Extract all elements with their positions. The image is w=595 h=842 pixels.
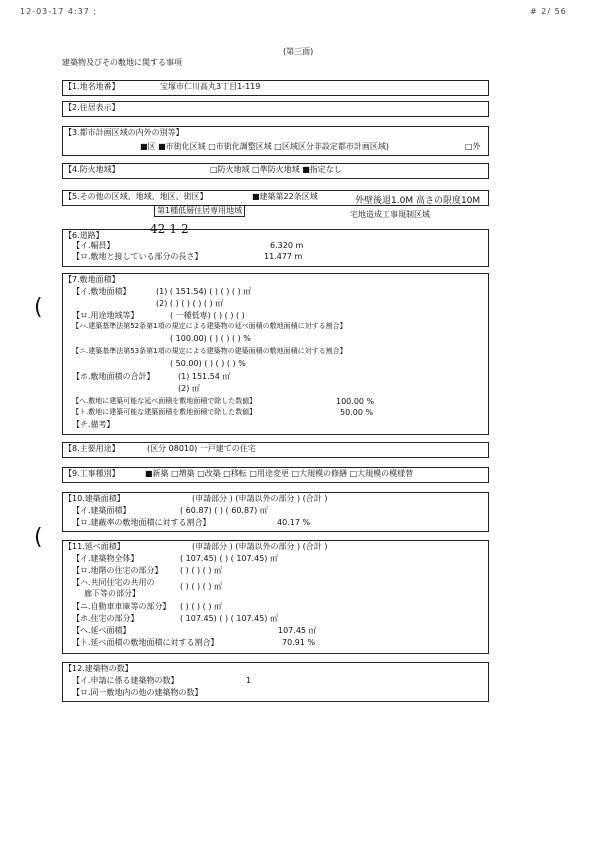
s7-i-label: 【イ.敷地面積】 [72, 287, 131, 296]
s11-ha-label2: 廊下等の部分】 [84, 589, 140, 598]
s10-cols: (申請部分 ) (申請以外の部分 ) (合計 ) [192, 494, 328, 503]
s7-label: 【7.敷地面積】 [64, 275, 120, 284]
s6-ro-value: 11.477 m [264, 252, 303, 261]
s11-ro-value: ( ) ( ) ( ) ㎡ [180, 566, 222, 575]
s11-he-value: 107.45 ㎡ [278, 626, 317, 635]
s7-i-row2: (2) ( ) ( ) ( ) ( ) ㎡ [156, 299, 224, 308]
s11-ha-value: ( ) ( ) ( ) ㎡ [180, 582, 222, 591]
section-2-box [62, 101, 489, 117]
section-1-box [62, 80, 489, 96]
s7-ho-v2: (2) ㎡ [178, 384, 200, 393]
s7-ni-value: ( 50.00) ( ) ( ) ( ) % [170, 359, 246, 368]
s4-options: □防火地域 □準防火地域 ■指定なし [210, 165, 342, 174]
s5-label: 【5.その他の区域、地域、地区、街区】 [64, 192, 208, 201]
s7-ro-value: ( 一種低専) ( ) ( ) ( ) [170, 311, 245, 320]
s11-ni-label: 【ニ.自動車車庫等の部分】 [72, 602, 171, 611]
s11-to-label: 【ト.延べ面積の敷地面積に対する割合】 [72, 638, 219, 647]
s10-i-label: 【イ.建築面積】 [72, 506, 131, 515]
page-title: (第三面) [283, 47, 314, 56]
s3-outside: □外 [465, 142, 481, 151]
s3-options: ■区 ■市街化区域 □市街化調整区域 □区域区分非設定都市計画区域) [140, 142, 389, 151]
s7-chi-label: 【チ.備考】 [72, 420, 115, 429]
s11-he-label: 【ヘ.延べ面積】 [72, 626, 131, 635]
s11-i-value: ( 107.45) ( ) ( 107.45) ㎡ [180, 554, 278, 563]
section-8-box [62, 442, 489, 458]
s7-ho-label: 【ホ.敷地面積の合計】 [72, 372, 155, 381]
s5-opt2: 第1種低層住居専用地域 [154, 205, 245, 217]
s11-ro-label: 【ロ.地階の住宅の部分】 [72, 566, 163, 575]
s10-label: 【10.建築面積】 [64, 494, 125, 503]
s11-cols: (申請部分 ) (申請以外の部分 ) (合計 ) [192, 542, 328, 551]
s7-ha-label: 【ハ.建築基準法第52条第1項の規定による建築物の延べ面積の敷地面積に対する割合】 [72, 322, 347, 330]
s1-value: 宝塚市仁川高丸3丁目1-119 [160, 82, 261, 91]
s10-ro-value: 40.17 % [277, 518, 311, 527]
doc-title: 建築物及びその敷地に関する事項 [62, 58, 182, 67]
s6-ro-label: 【ロ.敷地と接している部分の長さ】 [72, 252, 203, 261]
s7-ro-label: 【ロ.用途地域等】 [72, 311, 139, 320]
fax-header-left: 12-03-17 4:37 ; [20, 7, 98, 16]
s5-opt1: ■建築第22条区域 [252, 192, 318, 201]
s5-note1: 外壁後退1.0M 高さの限度10M [355, 196, 481, 206]
s11-i-label: 【イ.建築物全体】 [72, 554, 139, 563]
s11-ho-value: ( 107.45) ( ) ( 107.45) ㎡ [180, 614, 278, 623]
s1-label: 【1.地名地番】 [64, 82, 120, 91]
s12-i-value: 1 [246, 676, 252, 685]
s7-to-label: 【ト.敷地に建築可能な建築面積を敷地面積で除した数値】 [72, 408, 257, 416]
s3-label: 【3.都市計画区域の内外の別等】 [64, 128, 184, 137]
s11-ha-label: 【ハ.共同住宅の共用の [72, 578, 155, 587]
s12-i-label: 【イ.申請に係る建築物の数】 [72, 676, 179, 685]
s2-label: 【2.住居表示】 [64, 103, 120, 112]
handwritten-note: 42-1-2 [150, 222, 189, 236]
s11-ho-label: 【ホ.住宅の部分】 [72, 614, 139, 623]
s7-ho-v1: (1) 151.54 ㎡ [178, 372, 231, 381]
s6-i-value: 6.320 m [270, 241, 304, 250]
s6-label: 【6.道路】 [64, 231, 104, 240]
s8-value: (区分 08010) 一戸建ての住宅 [147, 444, 256, 453]
s10-i-value: ( 60.87) ( ) ( 60.87) ㎡ [180, 506, 268, 515]
s7-ha-value: ( 100.00) ( ) ( ) ( ) % [170, 334, 251, 343]
s4-label: 【4.防火地域】 [64, 165, 120, 174]
s7-he-label: 【ヘ.敷地に建築可能な延べ面積を敷地面積で除した数値】 [72, 397, 257, 405]
s9-label: 【9.工事種別】 [64, 469, 120, 478]
s7-ni-label: 【ニ.建築基準法第53条第1項の規定による建築物の建築面積の敷地面積に対する割合】 [72, 347, 347, 355]
s12-ro-label: 【ロ.同一敷地内の他の建築物の数】 [72, 688, 203, 697]
s7-to-value: 50.00 % [340, 408, 374, 417]
s8-label: 【8.主要用途】 [64, 444, 120, 453]
s11-ni-value: ( ) ( ) ( ) ㎡ [180, 602, 222, 611]
s6-i-label: 【イ.幅員】 [72, 241, 115, 250]
s11-label: 【11.延べ面積】 [64, 542, 125, 551]
s5-note2: 宅地造成工事規制区域 [350, 210, 430, 219]
s7-he-value: 100.00 % [336, 397, 375, 406]
s11-to-value: 70.91 % [282, 638, 316, 647]
hole-punch-mark: ( [34, 295, 43, 320]
fax-header-right: # 2/ 56 [530, 7, 567, 16]
s12-label: 【12.建築物の数】 [64, 664, 133, 673]
s10-ro-label: 【ロ.建蔽率の敷地面積に対する割合】 [72, 518, 211, 527]
s9-options: ■新築 □増築 □改築 □移転 □用途変更 □大規模の修繕 □大規模の模様替 [145, 469, 414, 478]
hole-punch-mark: ( [34, 525, 43, 550]
s7-i-row1: (1) ( 151.54) ( ) ( ) ( ) ㎡ [156, 287, 252, 296]
